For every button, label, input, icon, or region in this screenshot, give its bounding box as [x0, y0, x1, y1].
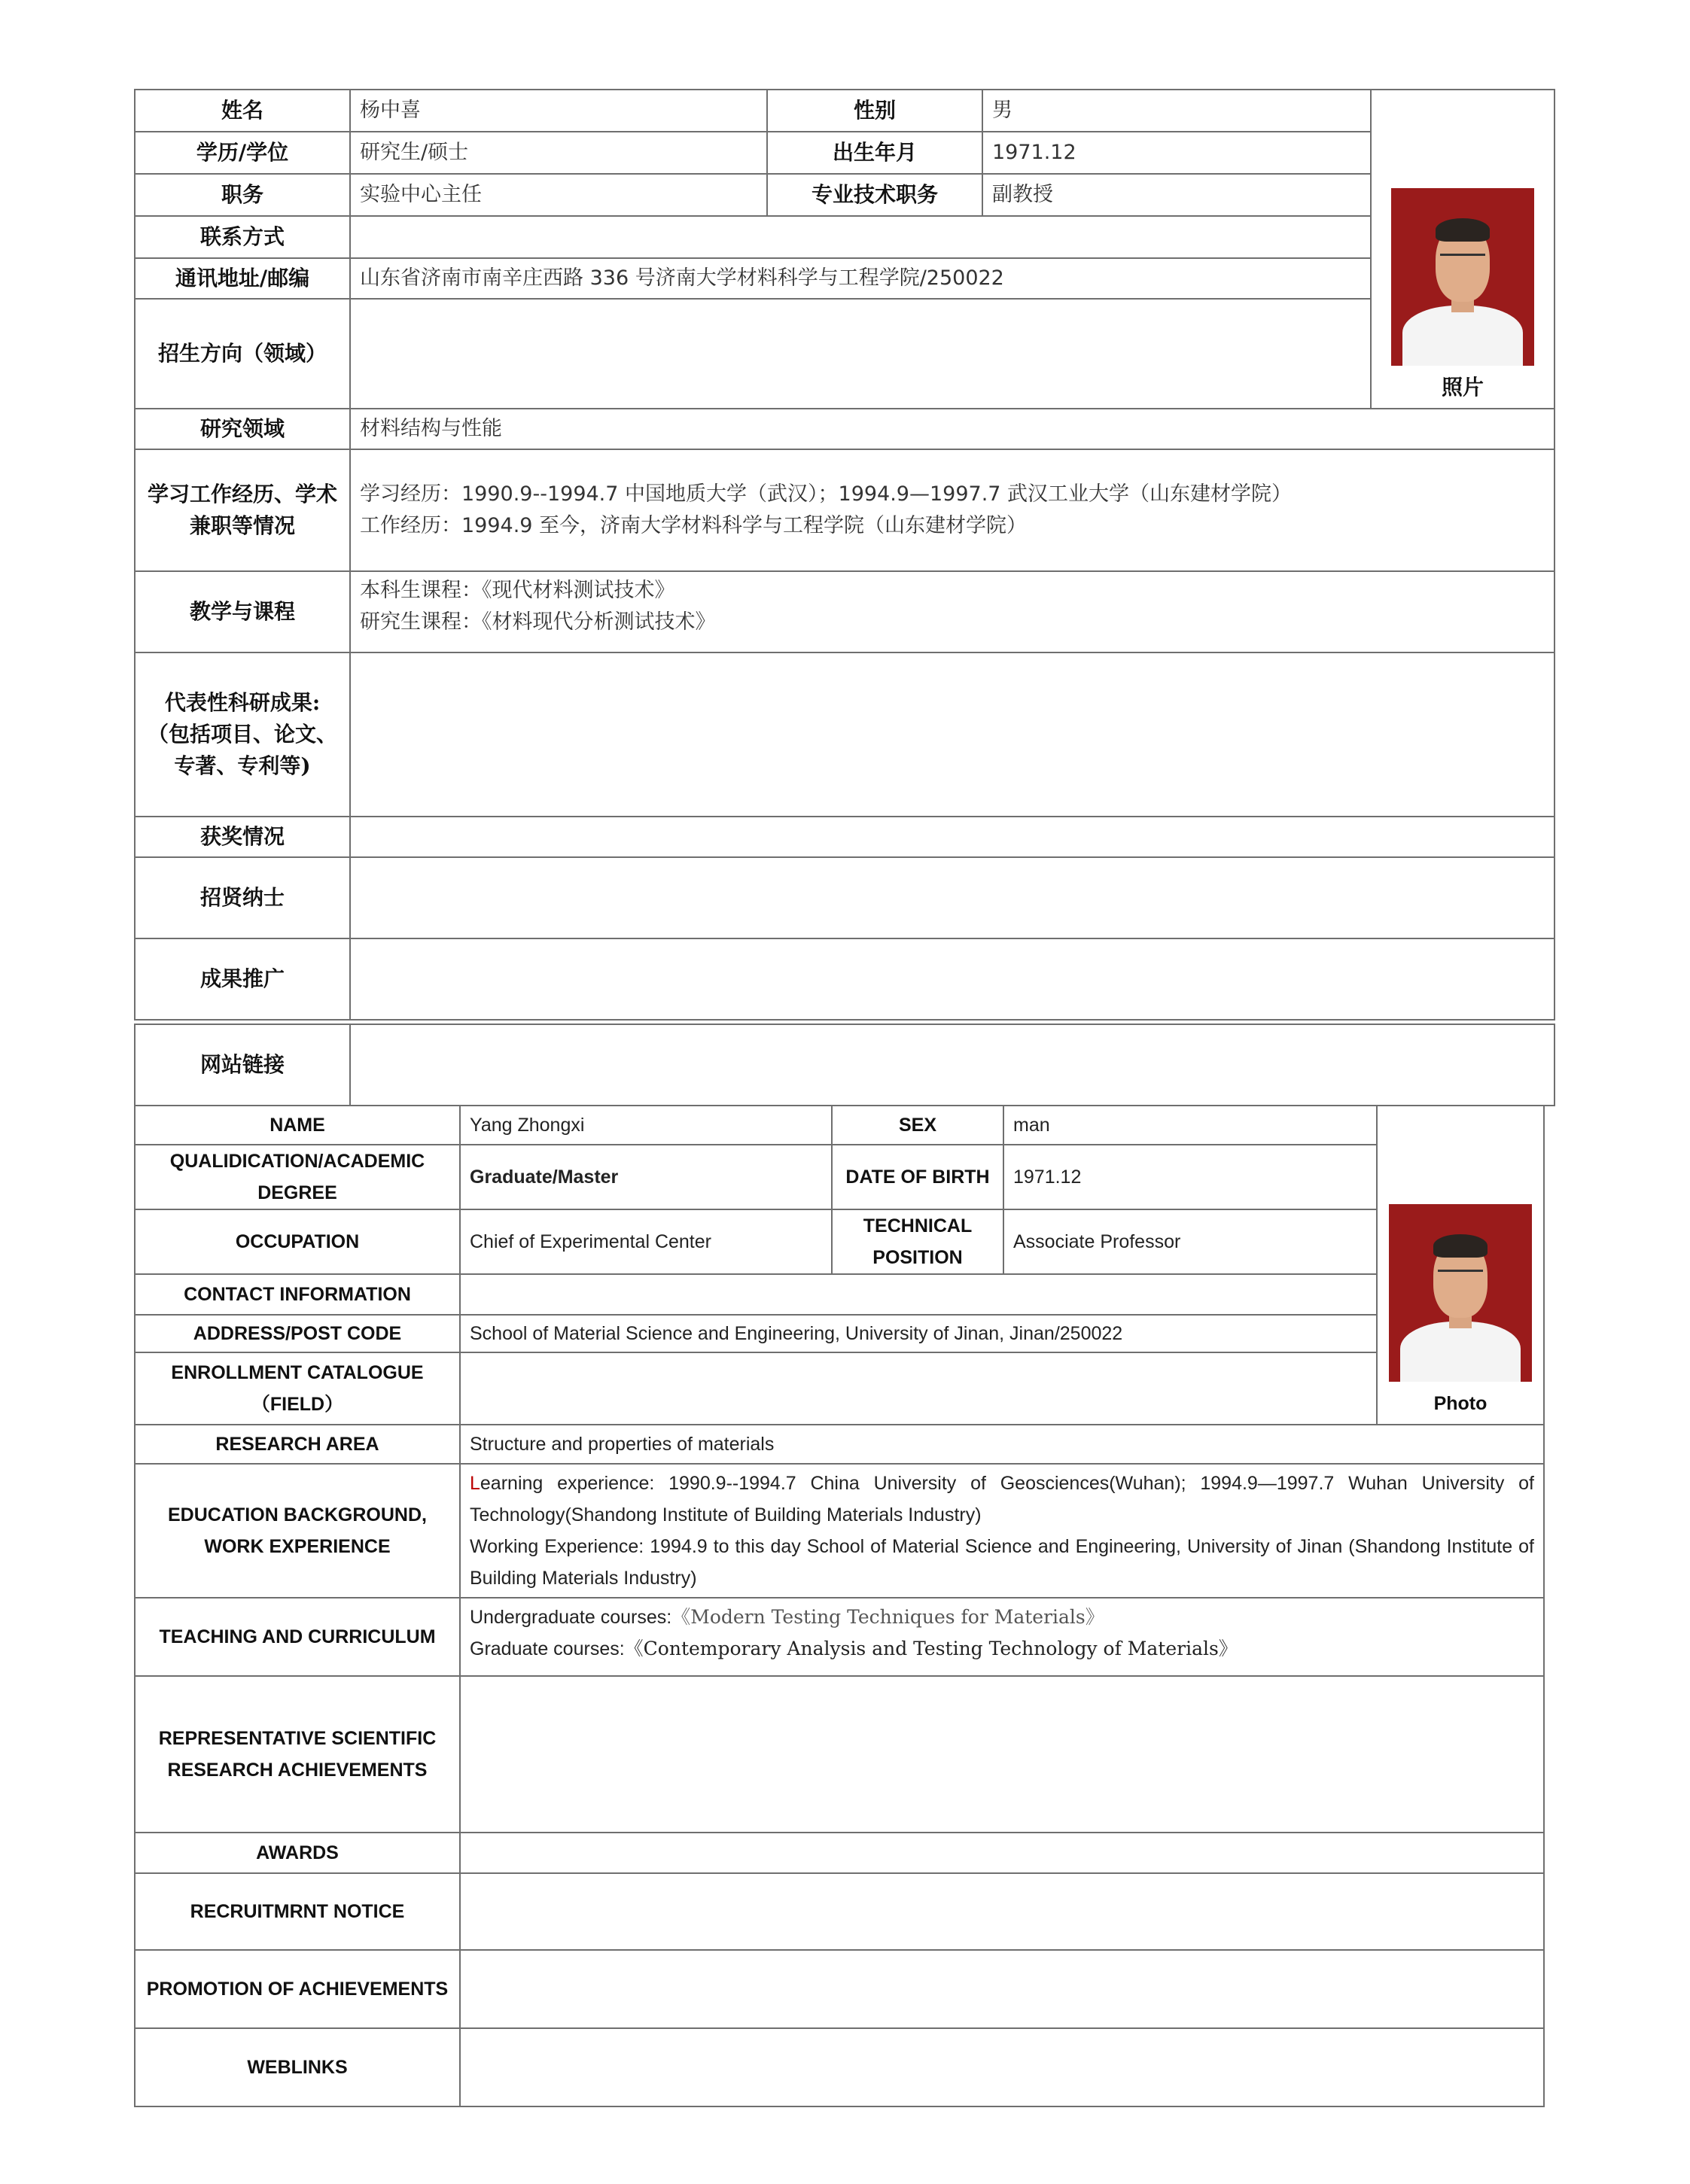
cn-weblinks-label: 网站链接	[135, 1024, 350, 1106]
en-profile-table	[134, 1105, 1545, 1951]
en-weblinks-label: WEBLINKS	[135, 2028, 460, 2106]
cn-name-value: 杨中喜	[350, 90, 767, 132]
en-teaching-grad	[470, 1633, 1534, 1665]
en-sex-value: man	[1003, 1106, 1377, 1145]
cn-history-work: 工作经历：1994.9 至今，济南大学材料科学与工程学院（山东建材学院）	[360, 514, 1028, 537]
en-edu-learning	[470, 1468, 1534, 1531]
en-address-value: School of Material Science and Engineering, University of Jinan, Jinan/250022	[460, 1315, 1377, 1352]
cn-teaching-value	[350, 571, 1554, 652]
cn-birth-label: 出生年月	[767, 132, 982, 174]
en-occupation-label: OCCUPATION	[135, 1209, 460, 1274]
en-edu-value	[460, 1464, 1544, 1598]
cn-awards-label: 获奖情况	[135, 817, 350, 857]
en-edu-first-letter: L	[470, 1473, 480, 1494]
en-weblinks-value	[460, 2028, 1544, 2106]
cn-degree-label: 学历/学位	[135, 132, 350, 174]
en-achievements-label: REPRESENTATIVE SCIENTIFIC RESEARCH ACHIEVEMENTS	[135, 1676, 460, 1833]
en-recruit-label: RECRUITMRNT NOTICE	[135, 1873, 460, 1950]
cn-post-value: 实验中心主任	[350, 174, 767, 216]
en-degree-label: QUALIDICATION/ACADEMIC DEGREE	[135, 1145, 460, 1209]
en-enroll-value	[460, 1352, 1377, 1425]
cn-sex-value: 男	[982, 90, 1371, 132]
en-sex-label: SEX	[832, 1106, 1003, 1145]
cn-enroll-label: 招生方向（领域）	[135, 299, 350, 409]
en-name-label: NAME	[135, 1106, 460, 1145]
cn-title-label: 专业技术职务	[767, 174, 982, 216]
cn-name-label: 姓名	[135, 90, 350, 132]
cn-post-label: 职务	[135, 174, 350, 216]
en-birth-label: DATE OF BIRTH	[832, 1145, 1003, 1209]
en-portrait-photo	[1389, 1204, 1532, 1382]
en-address-label: ADDRESS/POST CODE	[135, 1315, 460, 1352]
en-achievements-value	[460, 1676, 1544, 1833]
en-research-label: RESEARCH AREA	[135, 1425, 460, 1464]
en-teaching-grad-course: 《Contemporary Analysis and Testing Technology of Materials》	[624, 1638, 1238, 1659]
en-bottom-table	[134, 1949, 1545, 2107]
cn-research-value: 材料结构与性能	[350, 409, 1554, 449]
cn-photo-cell	[1371, 90, 1554, 409]
cn-title-value: 副教授	[982, 174, 1371, 216]
cn-birth-value: 1971.12	[982, 132, 1371, 174]
en-recruit-value	[460, 1873, 1544, 1950]
en-edu-working: Working Experience: 1994.9 to this day School of Material Science and Engineering, University of Jinan (Shandong Institute of Building Materials Industry)	[470, 1536, 1534, 1589]
cn-history-study: 学习经历：1990.9--1994.7 中国地质大学（武汉）；1994.9—1997.7 武汉工业大学（山东建材学院）	[360, 482, 1293, 506]
cn-promotion-value	[350, 938, 1554, 1020]
cn-weblinks-value	[350, 1024, 1554, 1106]
cn-contact-value	[350, 216, 1371, 258]
cn-teaching-undergrad: 本科生课程：《现代材料测试技术》	[360, 579, 675, 602]
en-teaching-undergrad-prefix: Undergraduate courses:	[470, 1607, 672, 1628]
en-awards-value	[460, 1833, 1544, 1873]
cn-recruit-label: 招贤纳士	[135, 857, 350, 938]
cn-teaching-label: 教学与课程	[135, 571, 350, 652]
cn-weblinks-table	[134, 1024, 1555, 1106]
en-awards-label: AWARDS	[135, 1833, 460, 1873]
cn-recruit-value	[350, 857, 1554, 938]
cn-photo-label: 照片	[1441, 375, 1484, 400]
cn-history-value	[350, 449, 1554, 571]
cn-achievements-value	[350, 652, 1554, 817]
en-contact-value	[460, 1274, 1377, 1315]
cn-enroll-value	[350, 299, 1371, 409]
cn-contact-label: 联系方式	[135, 216, 350, 258]
cn-address-value: 山东省济南市南辛庄西路 336 号济南大学材料科学与工程学院/250022	[350, 258, 1371, 299]
en-teaching-grad-prefix: Graduate courses:	[470, 1638, 625, 1659]
en-teaching-value	[460, 1598, 1544, 1676]
cn-address-label: 通讯地址/邮编	[135, 258, 350, 299]
en-research-value: Structure and properties of materials	[460, 1425, 1544, 1464]
cn-history-label: 学习工作经历、学术兼职等情况	[135, 449, 350, 571]
cn-portrait-photo	[1391, 188, 1534, 366]
cn-research-label: 研究领域	[135, 409, 350, 449]
cn-teaching-grad: 研究生课程：《材料现代分析测试技术》	[360, 610, 716, 634]
en-enroll-label: ENROLLMENT CATALOGUE（FIELD）	[135, 1352, 460, 1425]
en-tech-value: Associate Professor	[1003, 1209, 1377, 1274]
en-occupation-value: Chief of Experimental Center	[460, 1209, 832, 1274]
en-photo-cell	[1377, 1106, 1544, 1425]
en-edu-learning-text: earning experience: 1990.9--1994.7 China University of Geosciences(Wuhan); 1994.9—1997.7 Wuhan University of Technology(Shandong Institute of Building Materials Industry)	[470, 1473, 1534, 1525]
cn-promotion-label: 成果推广	[135, 938, 350, 1020]
en-edu-label: EDUCATION BACKGROUND, WORK EXPERIENCE	[135, 1464, 460, 1598]
en-teaching-undergrad-course: 《Modern Testing Techniques for Materials》	[671, 1606, 1104, 1628]
en-promotion-value	[460, 1950, 1544, 2028]
cn-profile-table	[134, 89, 1555, 1021]
en-contact-label: CONTACT INFORMATION	[135, 1274, 460, 1315]
cn-achievements-label: 代表性科研成果:（包括项目、论文、专著、专利等)	[135, 652, 350, 817]
en-promotion-label: PROMOTION OF ACHIEVEMENTS	[135, 1950, 460, 2028]
cn-sex-label: 性别	[767, 90, 982, 132]
cn-awards-value	[350, 817, 1554, 857]
en-name-value: Yang Zhongxi	[460, 1106, 832, 1145]
en-tech-label: TECHNICAL POSITION	[832, 1209, 1003, 1274]
en-degree-value: Graduate/Master	[460, 1145, 832, 1209]
en-photo-label: Photo	[1433, 1393, 1488, 1414]
en-birth-value: 1971.12	[1003, 1145, 1377, 1209]
en-teaching-undergrad	[470, 1601, 1534, 1633]
cn-degree-value: 研究生/硕士	[350, 132, 767, 174]
en-teaching-label: TEACHING AND CURRICULUM	[135, 1598, 460, 1676]
